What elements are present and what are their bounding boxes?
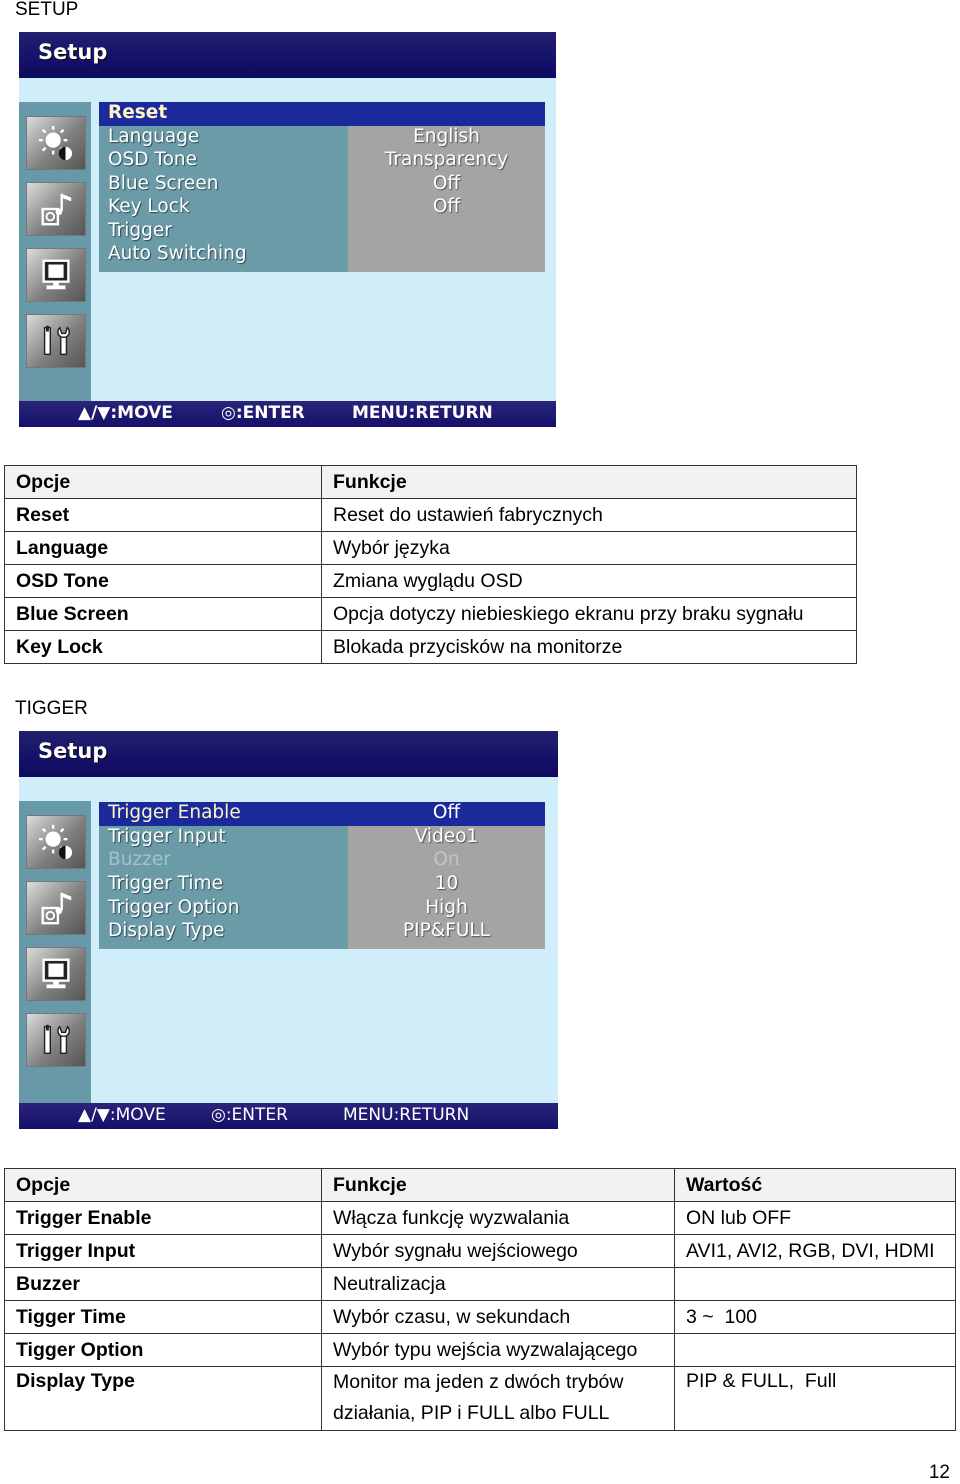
- display-settings-icon: [26, 947, 86, 1001]
- osd-value-trigger-time: 10: [434, 873, 459, 894]
- osd-footer-enter: ◎:ENTER: [221, 403, 305, 423]
- table-cell-option: Trigger Enable: [5, 1202, 322, 1235]
- osd-footer-move: ▲/▼:MOVE: [78, 403, 173, 423]
- table-cell-option: Tigger Option: [5, 1334, 322, 1367]
- picture-settings-icon: [26, 116, 86, 170]
- osd-item-key-lock[interactable]: Key Lock: [108, 196, 190, 217]
- table-header-cell: Opcje: [5, 466, 322, 499]
- page-number: 12: [928, 1462, 950, 1483]
- osd-item-trigger-input[interactable]: Trigger Input: [108, 826, 226, 847]
- table-cell-function: Blokada przycisków na monitorze: [322, 631, 857, 664]
- table-row: [5, 598, 857, 631]
- picture-settings-icon: [26, 815, 86, 869]
- osd-title-bar: [19, 731, 558, 777]
- osd-item-trigger[interactable]: Trigger: [108, 220, 172, 241]
- table-cell-function: Wybór języka: [322, 532, 857, 565]
- osd-item-buzzer[interactable]: Buzzer: [108, 849, 171, 870]
- table-cell-function: Neutralizacja: [322, 1268, 675, 1301]
- osd-item-reset[interactable]: Reset: [108, 102, 168, 123]
- table-row: [5, 1334, 956, 1367]
- table-cell-value: AVI1, AVI2, RGB, DVI, HDMI: [675, 1235, 956, 1268]
- osd-value-buzzer: On: [433, 849, 460, 870]
- osd-value-language: English: [413, 126, 480, 147]
- display-settings-icon: [26, 248, 86, 302]
- table-row: [5, 1301, 956, 1334]
- osd-value-trigger-option: High: [425, 897, 468, 918]
- osd-value-osd-tone: Transparency: [384, 149, 509, 170]
- table-row: [5, 532, 857, 565]
- table-header-cell: Funkcje: [322, 466, 857, 499]
- section-heading-trigger: TIGGER: [15, 698, 88, 719]
- table-cell-value: 3 ~ 100: [675, 1301, 956, 1334]
- setup-tools-icon: [26, 314, 86, 368]
- table-cell-option: Key Lock: [5, 631, 322, 664]
- osd-footer-move: ▲/▼:MOVE: [78, 1105, 166, 1125]
- osd-item-trigger-option[interactable]: Trigger Option: [108, 897, 240, 918]
- table-cell-function: Wybór czasu, w sekundach: [322, 1301, 675, 1334]
- section-heading-setup: SETUP: [15, 0, 79, 20]
- table-row: [5, 1202, 956, 1235]
- osd-icon-column: [19, 102, 91, 401]
- osd-title: Setup: [38, 40, 108, 64]
- table-cell-function: Włącza funkcję wyzwalania: [322, 1202, 675, 1235]
- table-cell-option: Reset: [5, 499, 322, 532]
- table-cell-function: Zmiana wyglądu OSD: [322, 565, 857, 598]
- table-row: [5, 499, 857, 532]
- table-header-cell: Opcje: [5, 1169, 322, 1202]
- table-cell-function: Monitor ma jeden z dwóch trybów działania, PIP i FULL albo FULL: [322, 1367, 675, 1431]
- table-cell-value: PIP & FULL, Full: [675, 1367, 956, 1431]
- osd-footer-enter: ◎:ENTER: [211, 1105, 288, 1125]
- table-row: [5, 631, 857, 664]
- osd-footer: [19, 1103, 558, 1129]
- osd-item-osd-tone[interactable]: OSD Tone: [108, 149, 198, 170]
- table-cell-function: Wybór typu wejścia wyzwalającego: [322, 1334, 675, 1367]
- table-cell-option: Blue Screen: [5, 598, 322, 631]
- audio-settings-icon: [26, 182, 86, 236]
- table-header-row: [5, 1169, 956, 1202]
- osd-value-key-lock: Off: [432, 196, 461, 217]
- table-row: [5, 1367, 956, 1431]
- osd-item-auto-switching[interactable]: Auto Switching: [108, 243, 247, 264]
- osd-footer-return: MENU:RETURN: [343, 1105, 470, 1125]
- table-cell-option: Trigger Input: [5, 1235, 322, 1268]
- osd-item-blue-screen[interactable]: Blue Screen: [108, 173, 219, 194]
- osd-value-display-type: PIP&FULL: [403, 920, 490, 941]
- trigger-options-table: [4, 1168, 956, 1431]
- osd-trigger-screenshot: [19, 731, 558, 1129]
- table-row: [5, 1268, 956, 1301]
- table-cell-option: OSD Tone: [5, 565, 322, 598]
- table-cell-value: ON lub OFF: [675, 1202, 956, 1235]
- table-cell-function: Opcja dotyczy niebieskiego ekranu przy braku sygnału: [322, 598, 857, 631]
- table-cell-option: Display Type: [5, 1367, 322, 1431]
- osd-icon-column: [19, 801, 91, 1103]
- table-cell-option: Buzzer: [5, 1268, 322, 1301]
- osd-title: Setup: [38, 739, 108, 763]
- osd-setup-screenshot: [19, 32, 556, 427]
- table-cell-function: Reset do ustawień fabrycznych: [322, 499, 857, 532]
- table-cell-option: Tigger Time: [5, 1301, 322, 1334]
- table-cell-function: Wybór sygnału wejściowego: [322, 1235, 675, 1268]
- osd-footer-return: MENU:RETURN: [352, 403, 493, 423]
- setup-tools-icon: [26, 1013, 86, 1067]
- table-cell-value: [675, 1334, 956, 1367]
- table-cell-value: [675, 1268, 956, 1301]
- osd-value-blue-screen: Off: [432, 173, 461, 194]
- table-cell-option: Language: [5, 532, 322, 565]
- osd-footer: [19, 401, 556, 427]
- osd-value-trigger-input: Video1: [414, 826, 479, 847]
- table-header-cell: Funkcje: [322, 1169, 675, 1202]
- table-header-row: [5, 466, 857, 499]
- table-header-cell: Wartość: [675, 1169, 956, 1202]
- osd-item-language[interactable]: Language: [108, 126, 200, 147]
- osd-value-trigger-enable: Off: [432, 802, 461, 823]
- audio-settings-icon: [26, 881, 86, 935]
- osd-item-display-type[interactable]: Display Type: [108, 920, 225, 941]
- table-row: [5, 1235, 956, 1268]
- osd-item-trigger-time[interactable]: Trigger Time: [108, 873, 223, 894]
- osd-item-trigger-enable[interactable]: Trigger Enable: [108, 802, 241, 823]
- table-row: [5, 565, 857, 598]
- osd-title-bar: [19, 32, 556, 78]
- setup-options-table: [4, 465, 857, 664]
